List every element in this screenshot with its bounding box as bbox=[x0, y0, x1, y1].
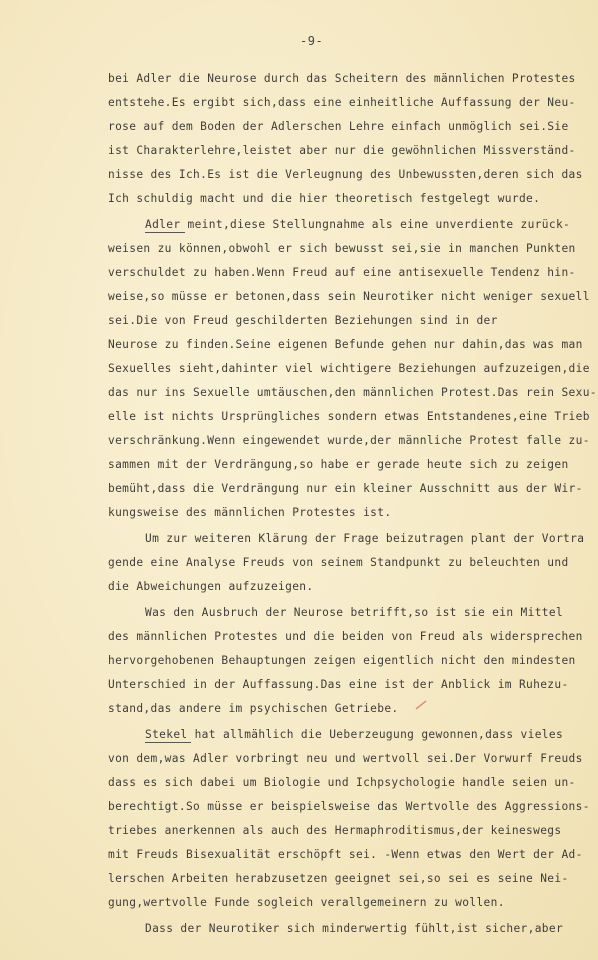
text-line: bei Adler die Neurose durch das Scheitern des männlichen Protestes bbox=[108, 72, 576, 85]
text-line: gung,wertvolle Funde sogleich verallgemeinern zu wollen. bbox=[108, 896, 505, 909]
text-line: bemüht,dass die Verdrängung nur ein kleiner Ausschnitt aus der Wir- bbox=[108, 482, 583, 495]
red-pencil-mark bbox=[415, 700, 427, 710]
text-line: Um zur weiteren Klärung der Frage beizutragen plant der Vortra bbox=[145, 532, 585, 545]
speaker-underline bbox=[145, 742, 191, 743]
text-line: weisen zu können,obwohl er sich bewusst sei,sie in manchen Punkten bbox=[108, 242, 576, 255]
text-line: verschränkung.Wenn eingewendet wurde,der männliche Protest falle zu- bbox=[108, 434, 590, 447]
text-line: stand,das andere im psychischen Getriebe. bbox=[108, 702, 399, 715]
text-line: Neurose zu finden.Seine eigenen Befunde gehen nur dahin,das was man bbox=[108, 338, 583, 351]
text-line: triebes anerkennen als auch des Hermaphroditismus,der keineswegs bbox=[108, 824, 562, 837]
text-line: ist Charakterlehre,leistet aber nur die gewöhnlichen Missverständ- bbox=[108, 144, 576, 157]
text-line: rose auf dem Boden der Adlerschen Lehre einfach unmöglich sei.Sie bbox=[108, 120, 569, 133]
text-line: mit Freuds Bisexualität erschöpft sei. -Wenn etwas den Wert der Ad- bbox=[108, 848, 583, 861]
text-line: elle ist nichts Ursprüngliches sondern etwas Entstandenes,eine Trieb bbox=[108, 410, 590, 423]
text-line: die Abweichungen aufzuzeigen. bbox=[108, 580, 314, 593]
page-number: -9- bbox=[300, 34, 324, 48]
text-line: Stekel hat allmählich die Ueberzeugung gewonnen,dass vieles bbox=[145, 728, 564, 741]
text-line: dass es sich dabei um Biologie und Ichpsychologie handle seien un- bbox=[108, 776, 576, 789]
text-line: kungsweise des männlichen Protestes ist. bbox=[108, 506, 392, 519]
text-line: sei.Die von Freud geschilderten Beziehungen sind in der bbox=[108, 314, 498, 327]
text-line: Adler meint,diese Stellungnahme als eine unverdiente zurück- bbox=[145, 218, 571, 231]
text-line: das nur ins Sexuelle umtäuschen,den männlichen Protest.Das rein Sexu- bbox=[108, 386, 597, 399]
text-line: weise,so müsse er betonen,dass sein Neurotiker nicht weniger sexuell bbox=[108, 290, 590, 303]
text-line: Unterschied in der Auffassung.Das eine ist der Anblick im Ruhezu- bbox=[108, 678, 569, 691]
text-line: berechtigt.So müsse er beispielsweise das Wertvolle des Aggressions- bbox=[108, 800, 590, 813]
text-line: lerschen Arbeiten herabzusetzen geeignet sei,so sei es seine Nei- bbox=[108, 872, 569, 885]
speaker-underline bbox=[145, 232, 185, 233]
text-line: entstehe.Es ergibt sich,dass eine einheitliche Auffassung der Neu- bbox=[108, 96, 576, 109]
text-line: sammen mit der Verdrängung,so habe er gerade heute sich zu zeigen bbox=[108, 458, 569, 471]
text-line: verschuldet zu haben.Wenn Freud auf eine antisexuelle Tendenz hin- bbox=[108, 266, 576, 279]
text-line: Dass der Neurotiker sich minderwertig fühlt,ist sicher,aber bbox=[145, 922, 564, 935]
text-line: Sexuelles sieht,dahinter viel wichtigere Beziehungen aufzuzeigen,die bbox=[108, 362, 590, 375]
text-line: Was den Ausbruch der Neurose betrifft,so ist sie ein Mittel bbox=[145, 606, 564, 619]
text-line: des männlichen Protestes und die beiden von Freud als widersprechen bbox=[108, 630, 583, 643]
text-line: hervorgehobenen Behauptungen zeigen eigentlich nicht den mindesten bbox=[108, 654, 576, 667]
text-line: gende eine Analyse Freuds von seinem Standpunkt zu beleuchten und bbox=[108, 556, 569, 569]
text-line: von dem,was Adler vorbringt neu und wertvoll sei.Der Vorwurf Freuds bbox=[108, 752, 583, 765]
text-line: nisse des Ich.Es ist die Verleugnung des Unbewussten,deren sich das bbox=[108, 168, 583, 181]
text-line: Ich schuldig macht und die hier theoretisch festgelegt wurde. bbox=[108, 192, 541, 205]
